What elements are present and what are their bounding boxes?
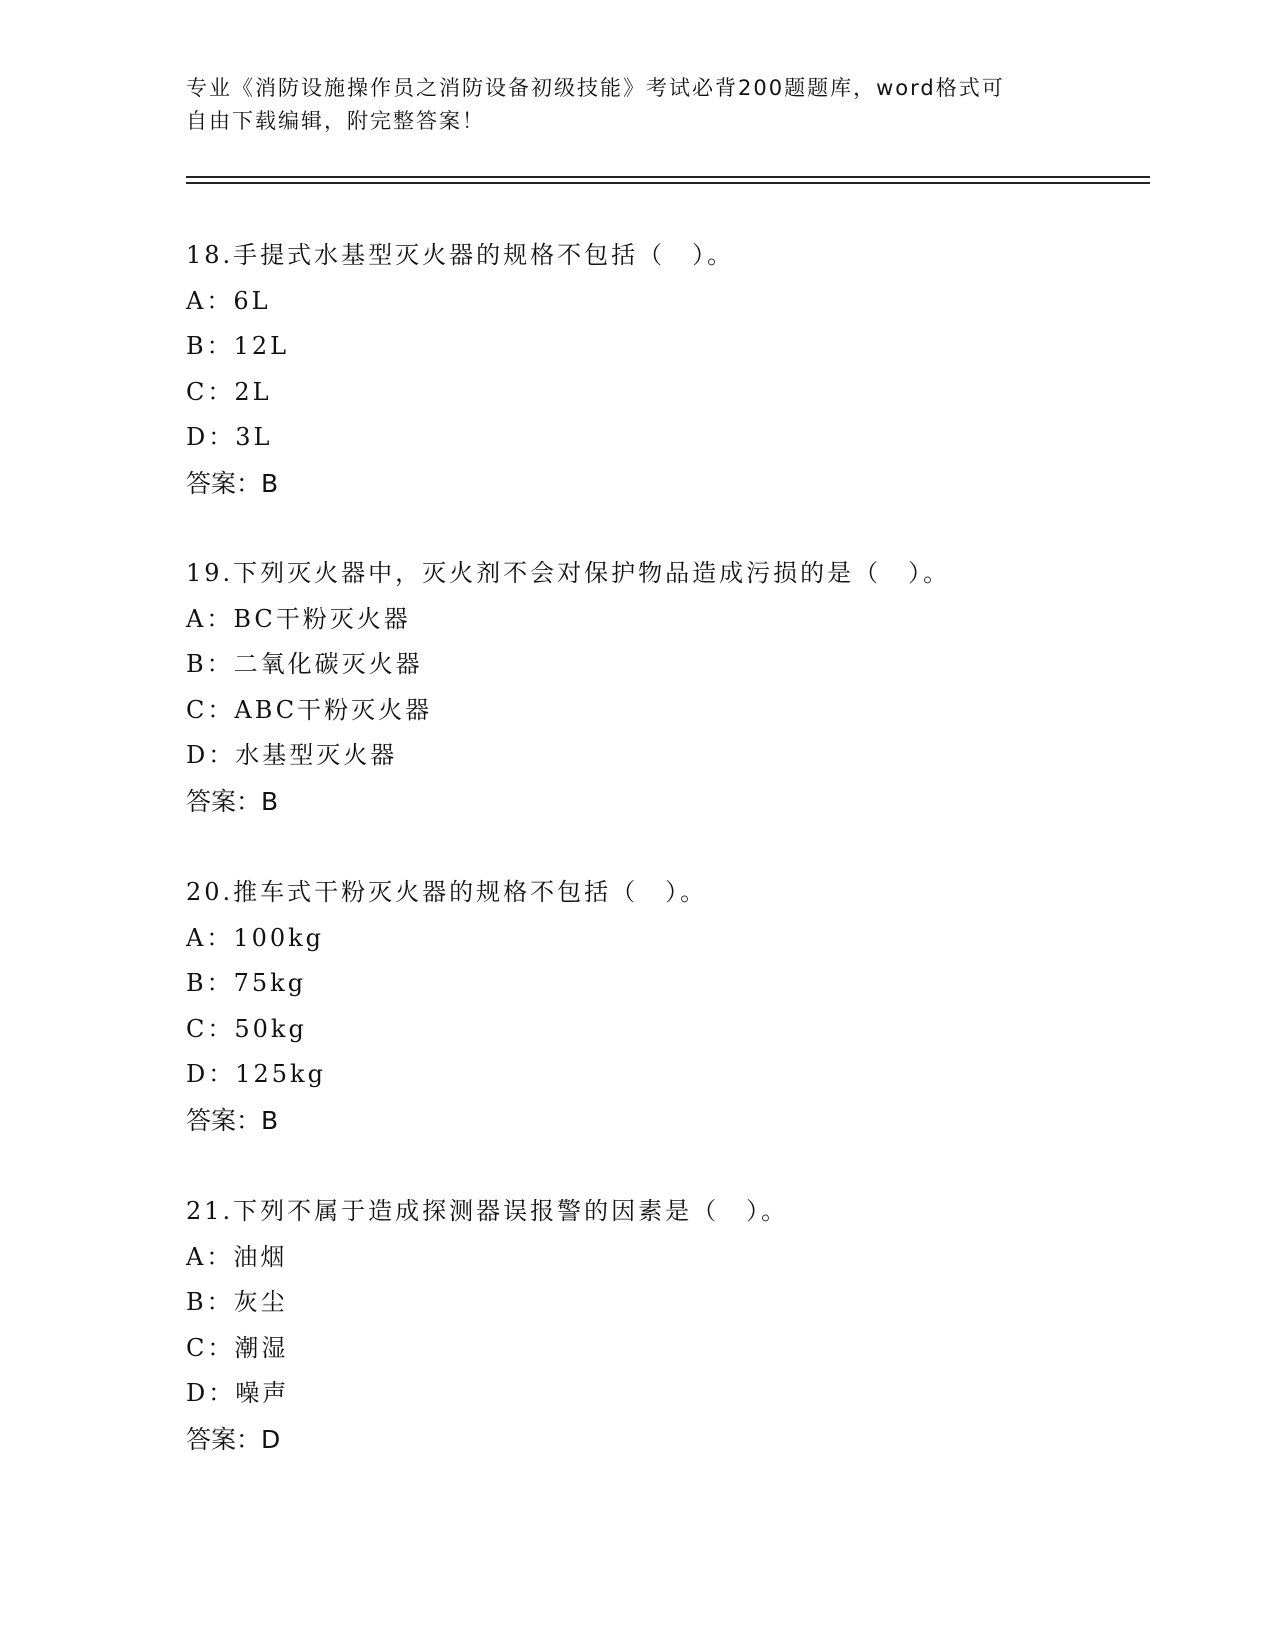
answer: 答案：D (186, 1424, 281, 1454)
header-divider-bottom (186, 182, 1150, 184)
option-a: A：6L (186, 286, 271, 315)
answer: 答案：B (186, 468, 279, 498)
option-b: B：二氧化碳灭火器 (186, 650, 423, 678)
option-c: C：2L (186, 377, 272, 406)
option-d: D：3L (186, 423, 273, 451)
question-19 (186, 551, 1146, 824)
question-21 (186, 1189, 1146, 1462)
answer: 答案：B (186, 786, 279, 816)
option-d: D：噪声 (186, 1379, 290, 1407)
option-d: D：125kg (186, 1060, 326, 1088)
option-a: A：BC干粉灭火器 (186, 604, 411, 633)
question-20 (186, 870, 1146, 1143)
header-line-2: 自由下载编辑，附完整答案！ (186, 109, 485, 133)
option-b: B：灰尘 (186, 1288, 288, 1316)
option-b: B：75kg (186, 969, 307, 997)
question-stem: 20.推车式干粉灭火器的规格不包括（ ）。 (186, 878, 708, 906)
option-a: A：100kg (186, 923, 325, 952)
option-c: C：50kg (186, 1014, 307, 1043)
header-line-1: 专业《消防设施操作员之消防设备初级技能》考试必背200题题库，word格式可 (186, 76, 1005, 100)
option-c: C：潮湿 (186, 1333, 289, 1362)
option-d: D：水基型灭火器 (186, 741, 398, 769)
option-c: C：ABC干粉灭火器 (186, 695, 433, 724)
document-header (186, 72, 1086, 138)
question-stem: 21.下列不属于造成探测器误报警的因素是（ ）。 (186, 1197, 789, 1225)
option-b: B：12L (186, 332, 290, 360)
answer: 答案：B (186, 1105, 279, 1135)
option-a: A：油烟 (186, 1242, 288, 1271)
header-divider-top (186, 176, 1150, 178)
question-18 (186, 233, 1146, 506)
question-stem: 18.手提式水基型灭火器的规格不包括（ ）。 (186, 241, 735, 269)
question-stem: 19.下列灭火器中，灭火剂不会对保护物品造成污损的是（ ）。 (186, 559, 951, 587)
